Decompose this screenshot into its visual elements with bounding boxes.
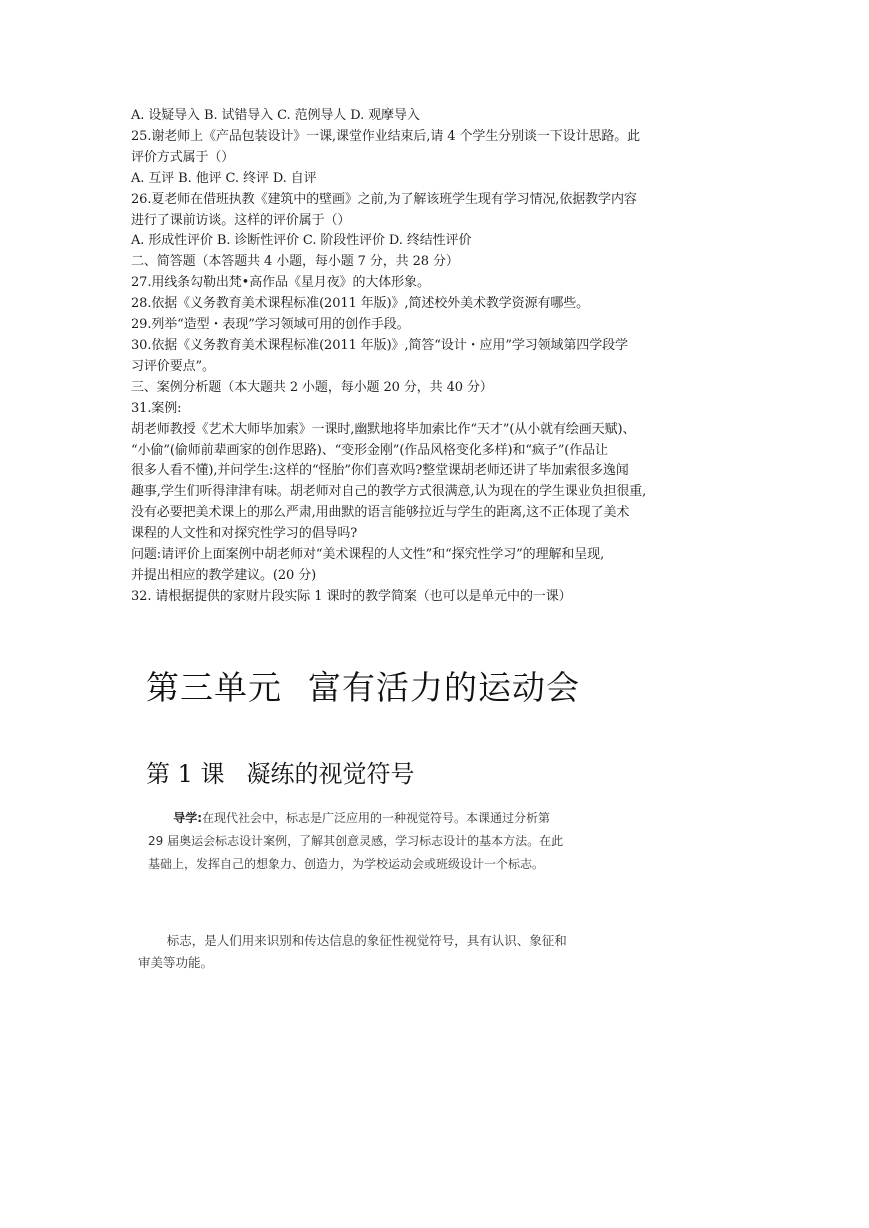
q26-stem-line1: 26.夏老师在借班执教《建筑中的壁画》之前,为了解该班学生现有学习情况,依据教学内容 [131,191,637,207]
unit-name: 富有活力的运动会 [308,668,580,707]
q31-case-line5: 没有必要把美术课上的那么严肃,用曲默的语言能够拉近与学生的距离,这不正体现了美术 [131,505,630,521]
q31-label: 31.案例: [131,400,182,416]
q32: 32. 请根据提供的家财片段实际 1 课时的教学简案（也可以是单元中的一课） [131,588,572,604]
q26-options: A. 形成性评价 B. 诊断性评价 C. 阶段性评价 D. 终结性评价 [131,233,472,249]
q25-options: A. 互评 B. 他评 C. 终评 D. 自评 [131,170,317,186]
q30-line2: 习评价要点”。 [131,358,215,374]
section-3-heading: 三、案例分析题（本大题共 2 小题，每小题 20 分，共 40 分） [131,379,493,395]
lesson-title [146,756,415,792]
q31-case-line2: “小偷”(偷师前辈画家的创作思路)、“变形金刚”(作品风格变化多样)和“疯子”(作品让 [131,442,608,458]
unit-number: 第三单元 [146,668,282,707]
exam-questions [131,106,743,608]
q29: 29.列举“造型・表现”学习领域可用的创作手段。 [131,317,410,333]
q31-question-line2: 并提出相应的教学建议。(20 分) [131,567,317,583]
lesson-number: 第 1 课 [146,760,225,788]
q31-case-line3: 很多人看不懂),并问学生:这样的“怪胎”你们喜欢吗?整堂课胡老师还讲了毕加索很多逸闻 [131,463,629,479]
guide-paragraph [148,807,568,876]
definition-paragraph: 标志，是人们用来识别和传达信息的象征性视觉符号，具有认识、象征和审美等功能。 [138,933,567,970]
q31-case-line1: 胡老师教授《艺术大师毕加索》一课时,幽默地将毕加索比作“天才”(从小就有绘画天赋)、 [131,421,636,437]
section-2-heading: 二、简答题（本答题共 4 小题，每小题 7 分，共 28 分） [131,254,459,270]
q27: 27.用线条勾勒出梵•高作品《星月夜》的大体形象。 [131,275,430,291]
guide-text: 在现代社会中，标志是广泛应用的一种视觉符号。本课通过分析第 29 届奥运会标志设计案例，了解其创意灵感，学习标志设计的基本方法。在此基础上，发挥自己的想象力、创造力，为学校运动会或班级设计一个标志。 [148,811,564,871]
guide-label: 导学: [173,811,202,825]
textbook-excerpt-image [138,664,608,994]
q31-question-line1: 问题:请评价上面案例中胡老师对“美术课程的人文性”和“探究性学习”的理解和呈现, [131,547,605,563]
q25-stem-line1: 25.谢老师上《产品包装设计》一课,课堂作业结束后,请 4 个学生分别谈一下设计思路。此 [131,128,641,144]
q31-case-line4: 趣事,学生们听得津津有味。胡老师对自己的教学方式很满意,认为现在的学生课业负担很重, [131,484,647,500]
q28: 28.依据《义务教育美术课程标准(2011 年版)》,简述校外美术教学资源有哪些。 [131,296,590,312]
q26-stem-line2: 进行了课前访谈。这样的评价属于（） [131,212,351,228]
q30-line1: 30.依据《义务教育美术课程标准(2011 年版)》,简答“设计・应用”学习领域第四学段学 [131,337,628,353]
lesson-name: 凝练的视觉符号 [246,760,415,788]
q31-case-line6: 课程的人文性和对探究性学习的倡导吗? [131,526,358,542]
q24-options: A. 设疑导入 B. 试错导入 C. 范例导人 D. 观摩导入 [131,108,420,123]
unit-title [146,664,580,712]
q25-stem-line2: 评价方式属于（） [131,149,235,165]
